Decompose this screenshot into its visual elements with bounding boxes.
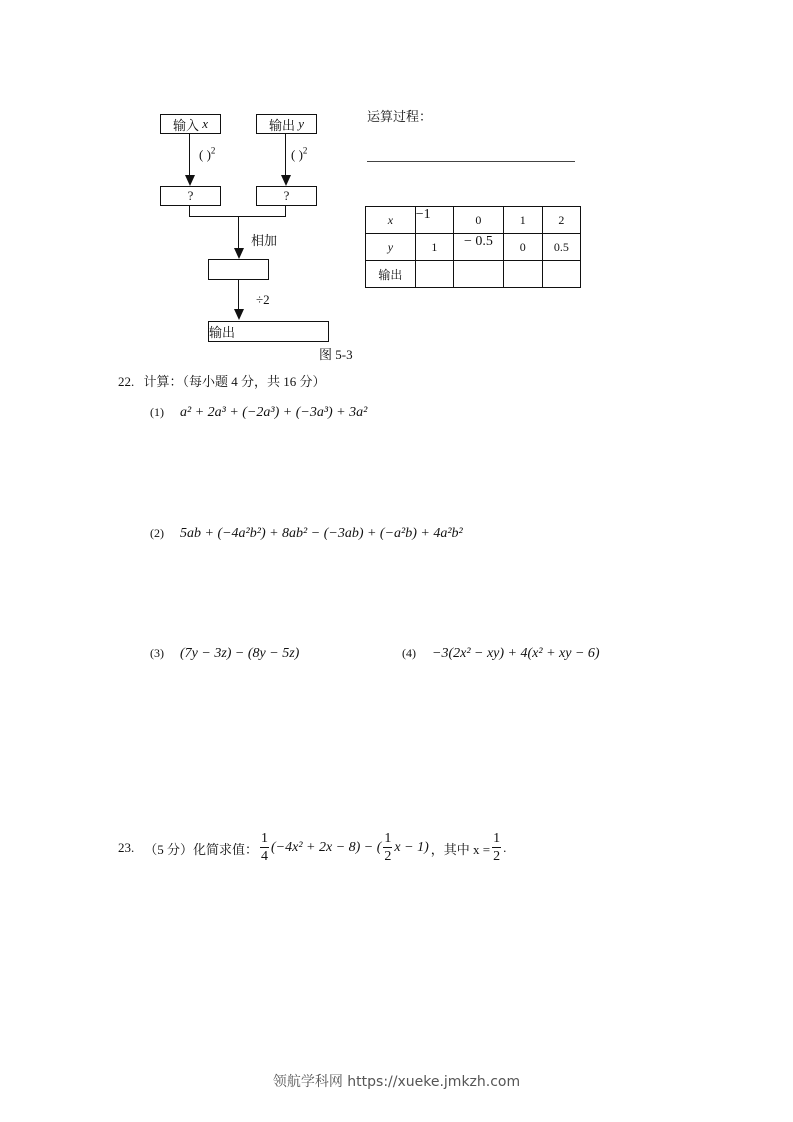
- add-label: 相加: [251, 233, 278, 248]
- output-y-label: 输出: [268, 117, 295, 133]
- arrow-head-add: [234, 248, 244, 259]
- output-y-box: [256, 114, 317, 134]
- input-x-var: x: [202, 116, 209, 131]
- footer-watermark: 领航学科网 https://xueke.jmkzh.com: [272, 1074, 521, 1090]
- square-op-left: ( )$^2$: [199, 145, 216, 162]
- process-label: 运算过程：: [367, 109, 433, 124]
- arrow-line-add: [238, 216, 239, 248]
- connector-left: [189, 206, 190, 216]
- q23-expression-mid: (−4x² + 2x − 8) − (: [271, 840, 382, 855]
- final-output-label: 输出: [209, 325, 236, 340]
- square-op-right: ( )$^2$: [291, 145, 308, 162]
- fraction-x-value: $\frac{1}{2}$: [493, 831, 501, 864]
- table-row-y: [366, 234, 581, 261]
- q22-heading: [118, 371, 326, 390]
- final-output-box: [208, 321, 329, 342]
- part-expression: −3(2x² − xy) + 4(x² + xy − 6): [432, 646, 600, 661]
- q23: [118, 832, 506, 864]
- arrow-head-divide: [234, 309, 244, 320]
- q22-part-4: [402, 644, 600, 662]
- q23-condition: ，其中 x =: [430, 841, 491, 857]
- table-cell: 0: [503, 234, 542, 261]
- input-x-box: [160, 114, 221, 134]
- fraction-one-half: $\frac{1}{2}$: [384, 831, 392, 864]
- table-cell: 1: [415, 234, 453, 261]
- arrow-line-left: [189, 134, 190, 176]
- q22-part-2: [150, 524, 463, 542]
- table-cell: [503, 261, 542, 288]
- question-box-right: ?: [256, 186, 317, 206]
- value-table: [365, 206, 581, 288]
- table-cell: 0: [453, 207, 503, 234]
- q23-period: .: [503, 840, 507, 855]
- q23-number: 23.: [118, 840, 135, 855]
- part-expression: 5ab + (−4a²b²) + 8ab² − (−3ab) + (−a²b) + 4a²b²: [180, 526, 463, 541]
- part-expression: a² + 2a³ + (−2a³) + (−3a³) + 3a²: [180, 405, 368, 420]
- sum-box: [208, 259, 269, 280]
- divide-label: ÷2: [256, 292, 270, 307]
- row-header: 输出: [366, 261, 416, 288]
- process-answer-line: [367, 161, 575, 162]
- arrow-head-right: [281, 175, 291, 186]
- q23-expression-end: x − 1): [394, 840, 429, 855]
- table-cell: 0.5: [542, 234, 580, 261]
- output-y-var: y: [298, 116, 305, 131]
- arrow-line-divide: [238, 280, 239, 310]
- part-expression: (7y − 3z) − (8y − 5z): [180, 646, 300, 661]
- q22-part-3: [150, 644, 299, 662]
- table-cell: − 0.5: [453, 234, 503, 261]
- table-cell: [415, 261, 453, 288]
- table-cell: −1: [415, 207, 453, 234]
- arrow-head-left: [185, 175, 195, 186]
- part-label: (3): [150, 646, 164, 660]
- table-row-output: [366, 261, 581, 288]
- part-label: (1): [150, 405, 164, 419]
- connector-right: [285, 206, 286, 216]
- figure-caption: 图 5-3: [319, 347, 353, 362]
- row-header: x: [366, 207, 416, 234]
- table-cell: 2: [542, 207, 580, 234]
- table-cell: [453, 261, 503, 288]
- q22-title: 计算：（每小题 4 分，共 16 分）: [143, 374, 326, 389]
- q22-number: 22.: [118, 374, 135, 389]
- input-x-label: 输入: [172, 117, 199, 133]
- arrow-line-right: [285, 134, 286, 176]
- question-box-left: ?: [160, 186, 221, 206]
- q23-prefix: （5 分）化简求值：: [144, 841, 259, 857]
- fraction-one-quarter: $\frac{1}{4}$: [261, 831, 269, 864]
- table-cell: 1: [503, 207, 542, 234]
- part-label: (4): [402, 646, 416, 660]
- table-row-x: [366, 207, 581, 234]
- part-label: (2): [150, 526, 164, 540]
- q22-part-1: [150, 403, 367, 421]
- table-cell: [542, 261, 580, 288]
- row-header: y: [366, 234, 416, 261]
